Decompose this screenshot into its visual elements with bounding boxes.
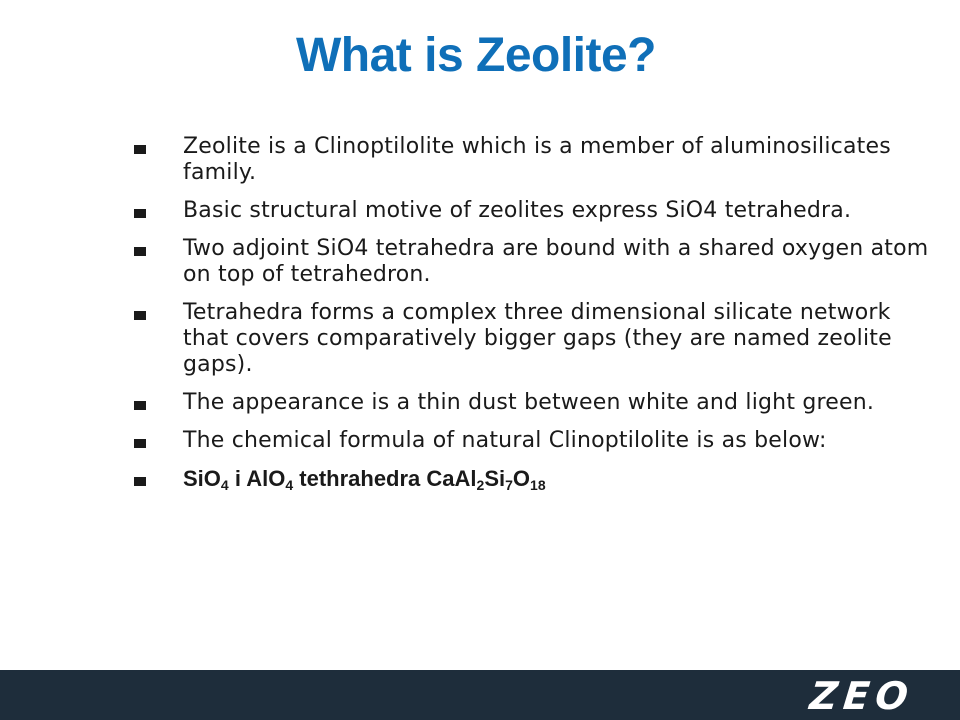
square-bullet-icon (134, 145, 146, 154)
formula-bullet-item (130, 466, 940, 492)
bullet-text: Basic structural motive of zeolites express SiO4 tetrahedra. (183, 198, 852, 223)
bullet-item (130, 198, 940, 224)
formula-subscript: 4 (285, 477, 294, 493)
footer-bar (0, 670, 960, 720)
square-bullet-icon (134, 401, 146, 410)
formula-part: SiO (183, 466, 221, 491)
square-bullet-icon (134, 247, 146, 256)
bullet-item (130, 428, 940, 454)
bullet-text: The appearance is a thin dust between white and light green. (183, 390, 875, 415)
formula-subscript: 18 (530, 477, 546, 493)
bullet-list (130, 134, 940, 504)
square-bullet-icon (134, 477, 146, 486)
bullet-text: Two adjoint SiO4 tetrahedra are bound with a shared oxygen atom on top of tetrahedron. (183, 236, 929, 287)
bullet-item (130, 134, 940, 186)
formula-subscript: 2 (476, 477, 485, 493)
bullet-item (130, 300, 940, 378)
bullet-text: Zeolite is a Clinoptilolite which is a member of aluminosilicates family. (183, 134, 891, 185)
bullet-text: The chemical formula of natural Clinoptilolite is as below: (183, 428, 827, 453)
square-bullet-icon (134, 209, 146, 218)
zeo-logo: ZEO (807, 674, 917, 718)
square-bullet-icon (134, 311, 146, 320)
bullet-item (130, 390, 940, 416)
formula-part: i AlO (228, 466, 286, 491)
formula-subscript: 4 (220, 477, 229, 493)
slide-title: What is Zeolite? (295, 29, 656, 82)
formula-part: Si (484, 466, 506, 491)
chemical-formula (183, 466, 546, 492)
formula-part: O (512, 466, 531, 491)
formula-subscript: 7 (505, 477, 513, 493)
formula-part: tethrahedra CaAl (293, 466, 477, 491)
bullet-text: Tetrahedra forms a complex three dimensional silicate network that covers comparatively bigger gaps (they are named zeolite gaps). (183, 300, 892, 377)
bullet-item (130, 236, 940, 288)
square-bullet-icon (134, 439, 146, 448)
